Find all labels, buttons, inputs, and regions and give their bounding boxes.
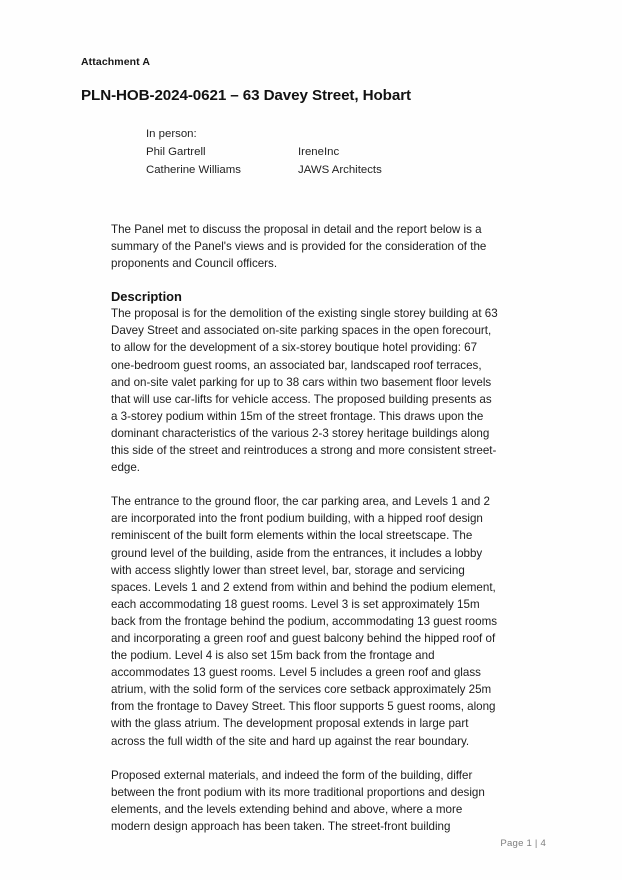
text-line: with access slightly lower than street level, bar, storage and servicing (111, 563, 465, 577)
text-line: atrium, with the solid form of the services core setback approximately 25m (111, 683, 492, 697)
text-line: proponents and Council officers. (111, 257, 278, 271)
description-paragraph-3 (111, 767, 531, 835)
text-line: from the frontage to Davey Street. This floor supports 5 guest rooms, along (111, 700, 496, 714)
text-line: summary of the Panel's views and is provided for the consideration of the (111, 240, 487, 254)
attendee-name: Phil Gartrell (146, 146, 206, 159)
spacer (111, 272, 531, 289)
text-line: the podium. Level 4 is also set 15m back from the frontage and (111, 649, 435, 663)
page-title: PLN-HOB-2024-0621 – 63 Davey Street, Hobart (81, 87, 411, 104)
text-line: dominant characteristics of the various 2-3 storey heritage buildings along (111, 426, 490, 440)
text-line: modern design approach has been taken. The street-front building (111, 819, 451, 833)
text-line: each accommodating 18 guest rooms. Level 3 is set approximately 15m (111, 597, 480, 611)
text-line: accommodates 13 guest rooms. Level 5 includes a green roof and glass (111, 666, 481, 680)
text-line: The proposal is for the demolition of the existing single storey building at 63 (111, 307, 498, 321)
intro-paragraph (111, 221, 531, 272)
attendees-heading: In person: (146, 128, 197, 140)
text-line: a 3-storey podium within 15m of the street frontage. This draws upon the (111, 409, 484, 423)
text-line: The Panel met to discuss the proposal in detail and the report below is a (111, 223, 482, 236)
attachment-label: Attachment A (81, 56, 151, 68)
text-line: to allow for the development of a six-storey boutique hotel providing: 67 (111, 341, 478, 355)
text-line: spaces. Levels 1 and 2 extend from within and behind the podium element, (111, 580, 496, 594)
attendee-organisation: JAWS Architects (298, 164, 382, 177)
text-line: elements, and the levels extending behind and above, where a more (111, 802, 463, 816)
text-line: and on-site valet parking for up to 38 cars within two basement floor levels (111, 375, 492, 389)
attendee-row (146, 143, 382, 161)
text-line: Proposed external materials, and indeed the form of the building, differ (111, 768, 473, 782)
spacer (111, 750, 531, 767)
text-line: one-bedroom guest rooms, an associated bar, landscaped roof terraces, (111, 358, 482, 372)
text-line: and incorporating a green roof and guest balcony behind the hipped roof of (111, 631, 496, 645)
text-line: between the front podium with its more traditional proportions and design (111, 785, 485, 799)
description-paragraph-1 (111, 305, 531, 476)
text-line: Davey Street and associated on-site parking spaces in the open forecourt, (111, 324, 492, 338)
text-line: that will use car-lifts for vehicle access. The proposed building presents as (111, 392, 492, 406)
text-line: reminiscent of the built form elements within the local streetscape. The (111, 529, 473, 543)
text-line: across the full width of the site and hard up against the rear boundary. (111, 734, 470, 748)
spacer (111, 476, 531, 493)
page-footer: Page 1 | 4 (500, 838, 546, 849)
text-line: with the glass atrium. The development proposal extends in large part (111, 717, 469, 731)
document-body (111, 221, 531, 835)
attendee-name: Catherine Williams (146, 164, 241, 177)
attendee-row (146, 161, 382, 179)
text-line: back from the frontage behind the podium, accommodating 13 guest rooms (111, 614, 498, 628)
text-line: The entrance to the ground floor, the car parking area, and Levels 1 and 2 (111, 495, 490, 509)
section-heading-description: Description (111, 289, 182, 305)
text-line: ground level of the building, aside from the entrances, it includes a lobby (111, 546, 483, 560)
text-line: this side of the street and reintroduces a strong and more consistent street- (111, 444, 497, 458)
text-line: are incorporated into the front podium building, with a hipped roof design (111, 512, 483, 526)
text-line: edge. (111, 461, 141, 475)
description-paragraph-2 (111, 493, 531, 749)
attendees-block (146, 125, 382, 180)
attendee-organisation: IreneInc (298, 146, 340, 159)
